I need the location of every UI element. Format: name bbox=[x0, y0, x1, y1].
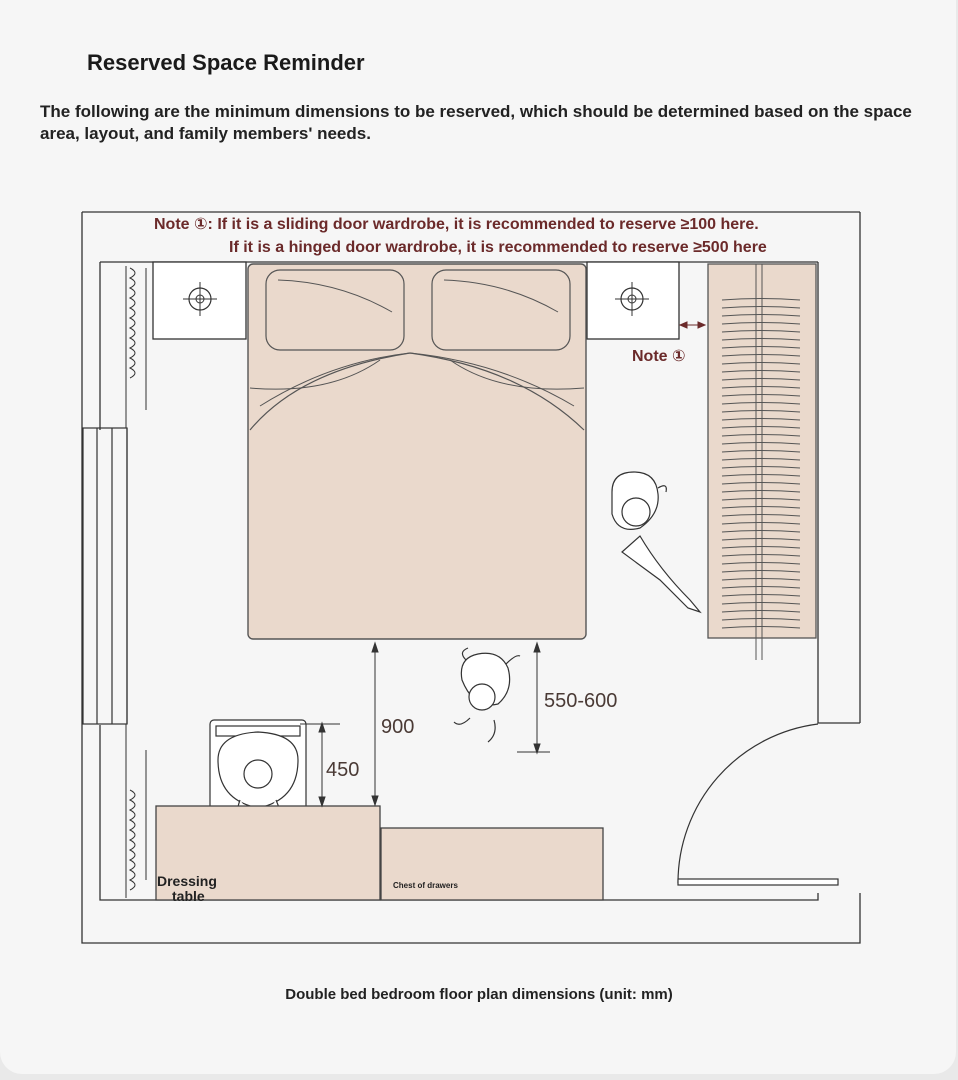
chest-of-drawers-label: Chest of drawers bbox=[393, 881, 458, 890]
curtain-top bbox=[126, 266, 146, 428]
intro-text: The following are the minimum dimensions to be reserved, which should be determined based on the space area, layout, and family members' needs. bbox=[40, 102, 912, 143]
note-line-1: Note ①: If it is a sliding door wardrobe, it is recommended to reserve ≥100 here. bbox=[154, 216, 759, 233]
person-wardrobe bbox=[612, 472, 700, 612]
double-bed bbox=[248, 264, 586, 639]
dressing-table-label-line2: table bbox=[172, 888, 205, 904]
curtain-bottom bbox=[126, 724, 146, 898]
dim-900-label: 900 bbox=[381, 716, 415, 738]
door bbox=[678, 724, 838, 885]
person-bed-foot bbox=[454, 648, 520, 742]
dressing-table-label-line1: Dressing bbox=[157, 873, 217, 889]
dim-550-600-label: 550-600 bbox=[544, 690, 618, 712]
window bbox=[83, 428, 127, 724]
note-line-2: If it is a hinged door wardrobe, it is recommended to reserve ≥500 here bbox=[229, 239, 767, 256]
nightstand-left bbox=[153, 262, 246, 339]
nightstand-right bbox=[587, 262, 679, 339]
wardrobe bbox=[708, 264, 816, 660]
dim-450-label: 450 bbox=[326, 759, 360, 781]
note-marker-label: Note ① bbox=[632, 348, 686, 365]
figure-caption: Double bed bedroom floor plan dimensions (unit: mm) bbox=[285, 986, 673, 1003]
page-title: Reserved Space Reminder bbox=[87, 50, 365, 75]
dim-900-line bbox=[372, 643, 378, 805]
note-gap-arrow bbox=[680, 322, 705, 328]
